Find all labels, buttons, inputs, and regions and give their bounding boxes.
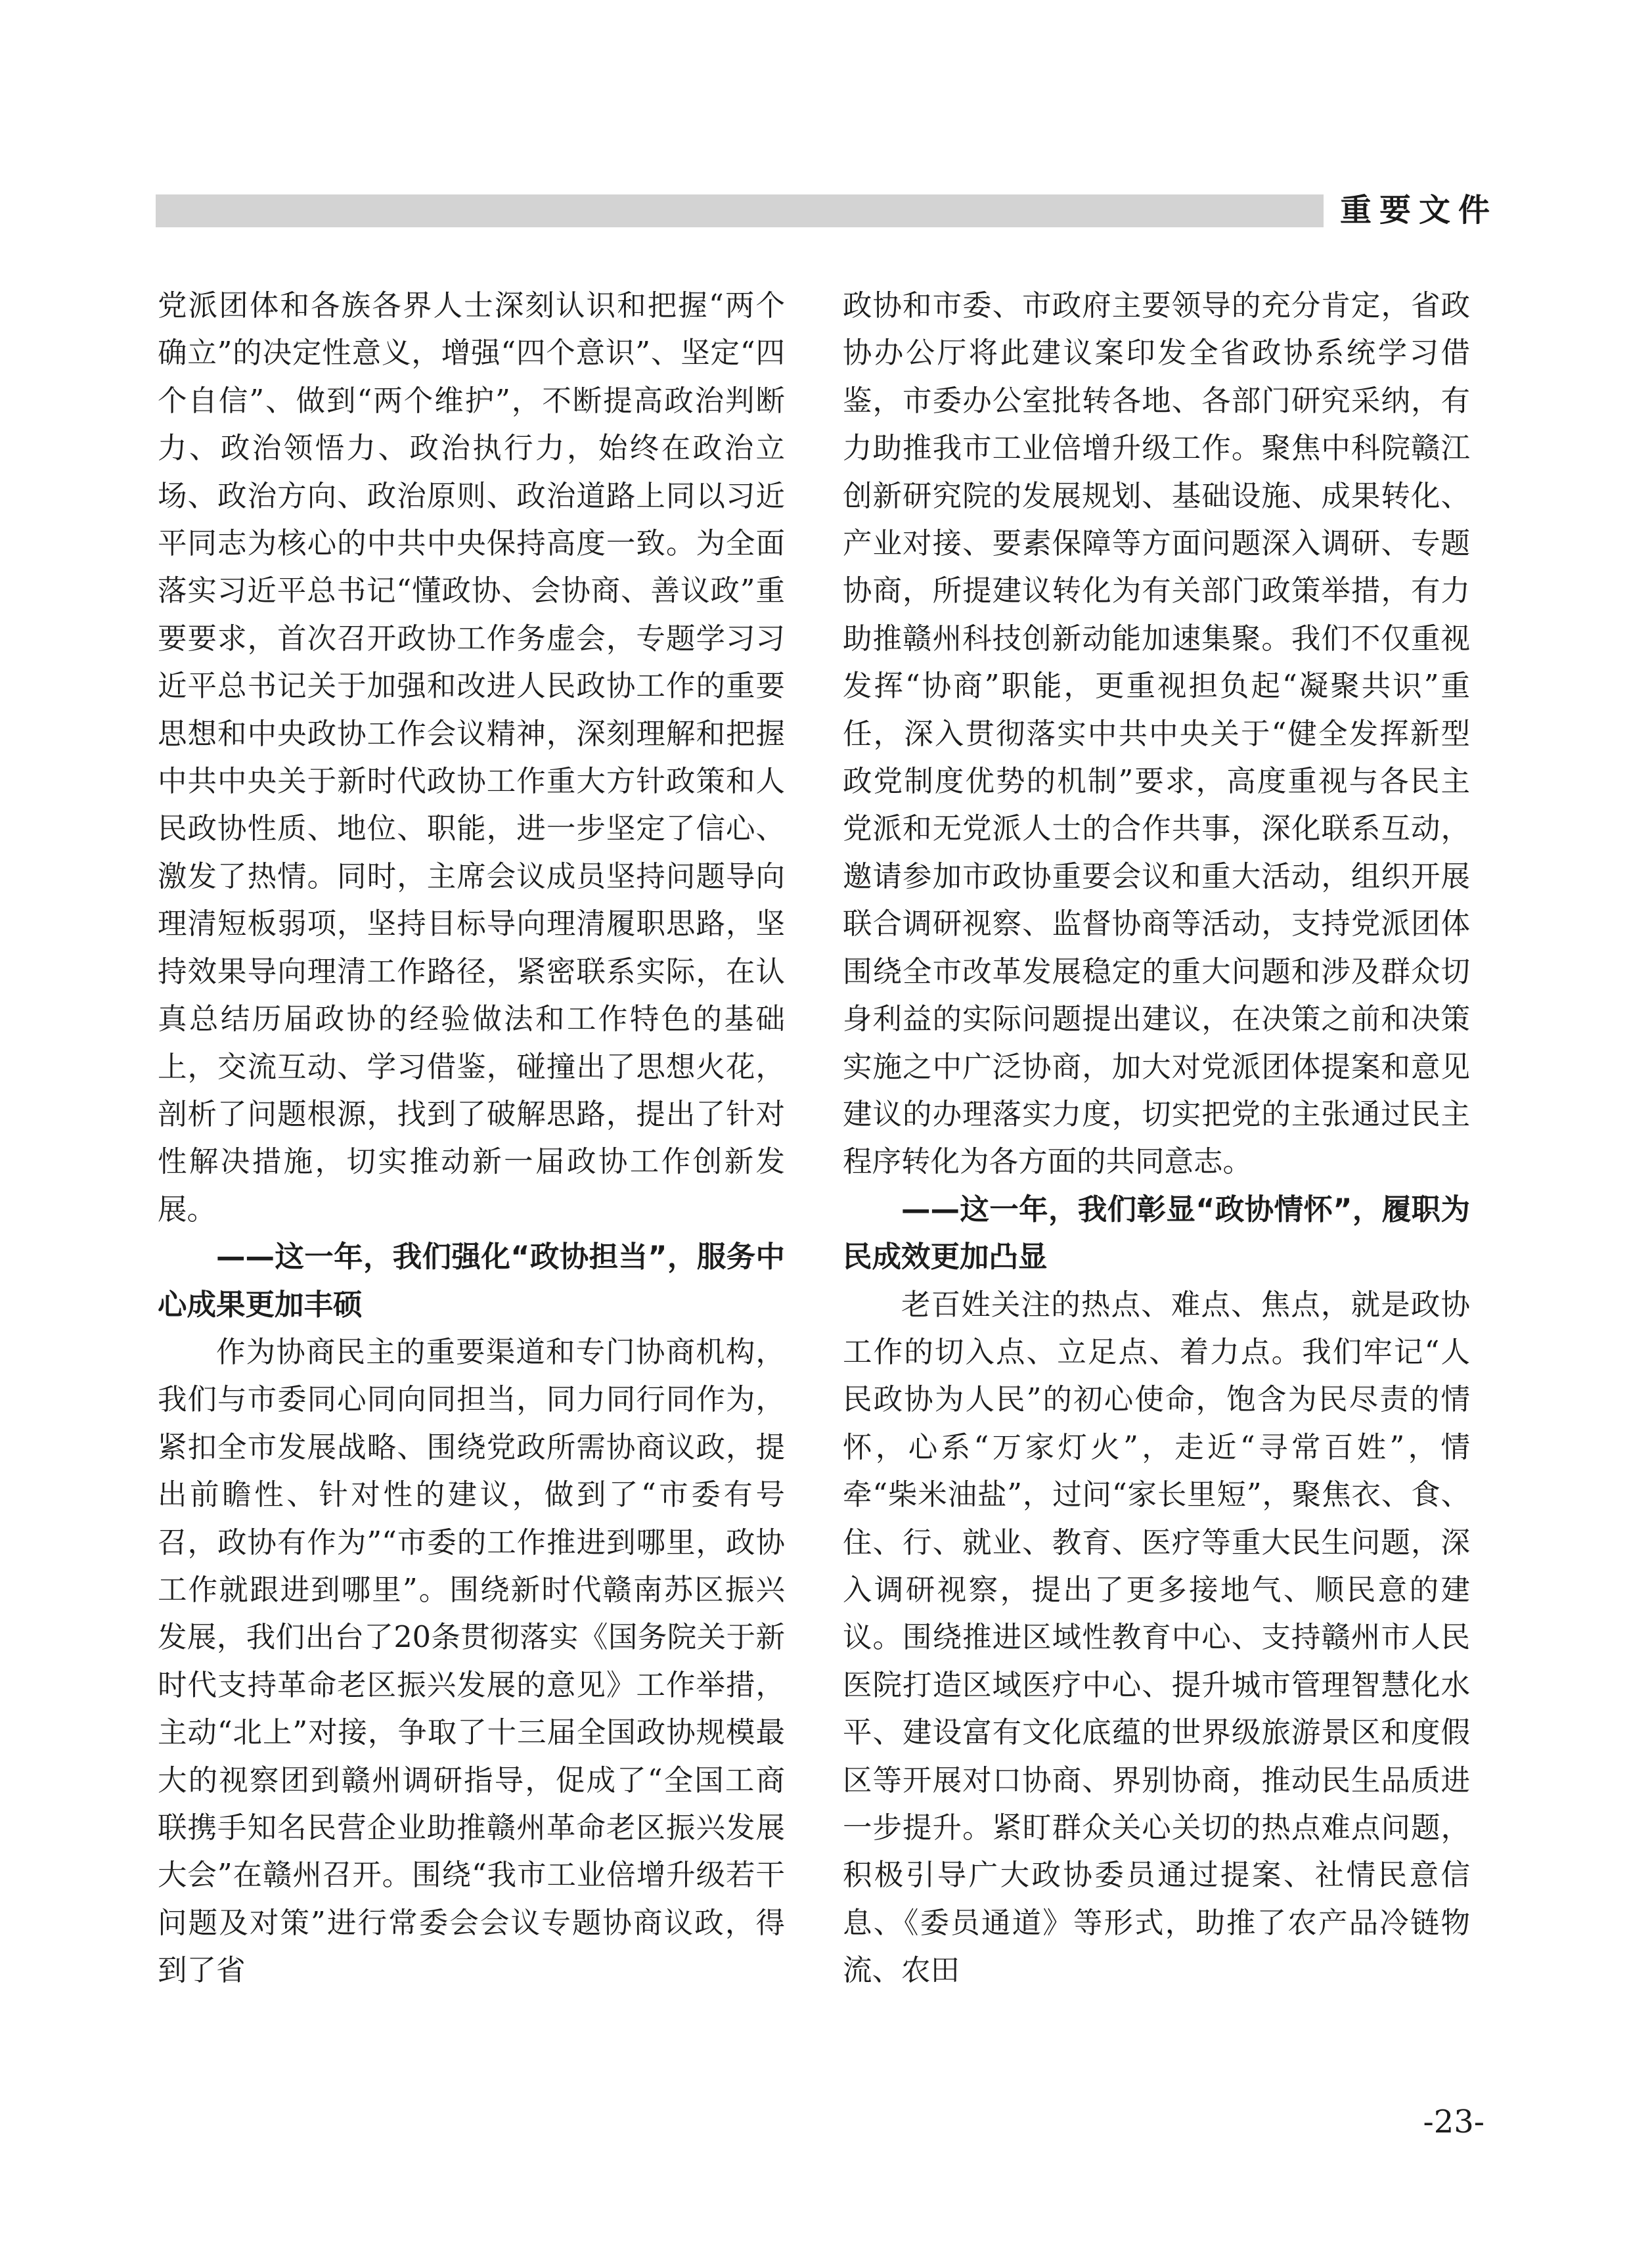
right-column bbox=[843, 282, 1470, 1995]
section-heading: ——这一年，我们强化“政协担当”，服务中心成果更加丰硕 bbox=[158, 1240, 785, 1322]
paragraph: 党派团体和各族各界人士深刻认识和把握“两个确立”的决定性意义，增强“四个意识”、坚定“四个自信”、做到“两个维护”，不断提高政治判断力、政治领悟力、政治执行力，始终在政治立场、政治方向、政治原则、政治道路上同以习近平同志为核心的中共中央保持高度一致。为全面落实习近平总书记“懂政协、会协商、善议政”重要要求，首次召开政协工作务虚会，专题学习习近平总书记关于加强和改进人民政协工作的重要思想和中央政协工作会议精神，深刻理解和把握中共中央关于新时代政协工作重大方针政策和人民政协性质、地位、职能，进一步坚定了信心、激发了热情。同时，主席会议成员坚持问题导向理清短板弱项，坚持目标导向理清履职思路，坚持效果导向理清工作路径，紧密联系实际，在认真总结历届政协的经验做法和工作特色的基础上，交流互动、学习借鉴，碰撞出了思想火花，剖析了问题根源，找到了破解思路，提出了针对性解决措施，切实推动新一届政协工作创新发展。 bbox=[158, 289, 785, 1227]
header-bar bbox=[156, 194, 1324, 227]
section-heading: ——这一年，我们彰显“政协情怀”，履职为民成效更加凸显 bbox=[843, 1192, 1470, 1274]
paragraph: 老百姓关注的热点、难点、焦点，就是政协工作的切入点、立足点、着力点。我们牢记“人民政协为人民”的初心使命，饱含为民尽责的情怀，心系“万家灯火”，走近“寻常百姓”，情牵“柴米油盐”，过问“家长里短”，聚焦衣、食、住、行、就业、教育、医疗等重大民生问题，深入调研视察，提出了更多接地气、顺民意的建议。围绕推进区域性教育中心、支持赣州市人民医院打造区域医疗中心、提升城市管理智慧化水平、建设富有文化底蕴的世界级旅游景区和度假区等开展对口协商、界别协商，推动民生品质进一步提升。紧盯群众关心关切的热点难点问题，积极引导广大政协委员通过提案、社情民意信息、《委员通道》等形式，助推了农产品冷链物流、农田 bbox=[843, 1288, 1470, 1988]
paragraph: 作为协商民主的重要渠道和专门协商机构，我们与市委同心同向同担当，同力同行同作为，紧扣全市发展战略、围绕党政所需协商议政，提出前瞻性、针对性的建议，做到了“市委有号召，政协有作为”“市委的工作推进到哪里，政协工作就跟进到哪里”。围绕新时代赣南苏区振兴发展，我们出台了20条贯彻落实《国务院关于新时代支持革命老区振兴发展的意见》工作举措，主动“北上”对接，争取了十三届全国政协规模最大的视察团到赣州调研指导，促成了“全国工商联携手知名民营企业助推赣州革命老区振兴发展大会”在赣州召开。围绕“我市工业倍增升级若干问题及对策”进行常委会会议专题协商议政，得到了省 bbox=[158, 1335, 785, 1988]
page-number: -23- bbox=[1423, 2104, 1485, 2140]
section-label: 重要文件 bbox=[1340, 192, 1498, 229]
left-column bbox=[158, 282, 785, 1995]
paragraph: 政协和市委、市政府主要领导的充分肯定，省政协办公厅将此建议案印发全省政协系统学习借鉴，市委办公室批转各地、各部门研究采纳，有力助推我市工业倍增升级工作。聚焦中科院赣江创新研究院的发展规划、基础设施、成果转化、产业对接、要素保障等方面问题深入调研、专题协商，所提建议转化为有关部门政策举措，有力助推赣州科技创新动能加速集聚。我们不仅重视发挥“协商”职能，更重视担负起“凝聚共识”重任，深入贯彻落实中共中央关于“健全发挥新型政党制度优势的机制”要求，高度重视与各民主党派和无党派人士的合作共事，深化联系互动，邀请参加市政协重要会议和重大活动，组织开展联合调研视察、监督协商等活动，支持党派团体围绕全市改革发展稳定的重大问题和涉及群众切身利益的实际问题提出建议，在决策之前和决策实施之中广泛协商，加大对党派团体提案和意见建议的办理落实力度，切实把党的主张通过民主程序转化为各方面的共同意志。 bbox=[843, 289, 1470, 1179]
